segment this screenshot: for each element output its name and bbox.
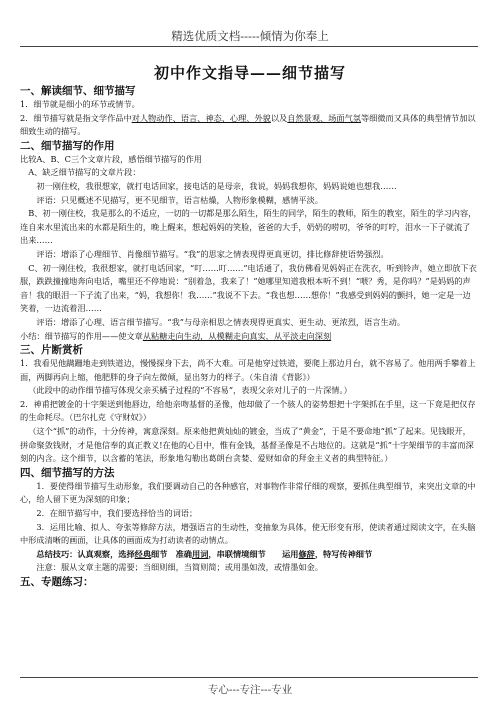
- footer-divider: [20, 677, 478, 678]
- page-footer: 专心---专注---专业: [207, 684, 293, 696]
- s4-tip: 总结技巧：认真观察，选择经典细节 准确用词，串联情境细节 运用修辞，特写传神细节: [36, 548, 373, 559]
- s2-c-comment: 评语：增添了心理、语言细节描写。“我”与母亲相思之情表现得更真实、更生动、更浓烈，语言生动。: [36, 316, 406, 327]
- section-1-heading: 一、解读细节、细节描写: [20, 85, 136, 97]
- section-4-heading: 四、细节描写的方法: [20, 466, 115, 479]
- s2-b-text: B、初一刚住校，我是那么的不适应，一切的一切都是那么陌生，陌生的同学，陌生的教师，陌生的教室，陌生的学习内容，连自来水里流出来的水都是陌生的，晚上醒来，想起妈妈的笑脸，爸爸的大手，奶奶的唠叨，爷爷的叮咛，泪水一下子就流了出来……: [20, 208, 477, 246]
- section-5-heading: 五、专题练习：: [20, 576, 94, 588]
- s4-method-3: 3．运用比喻、拟人、夸张等修辞方法，增强语言的生动性，变抽象为具体，使无形变有形，使读者通过阅读文字，在头脑中形成清晰的画面，让具体的画面成为打动读者的动情点。: [20, 521, 476, 546]
- s1-line-2: 2．细节描写就是指文学作品中对人物动作、语言、神态、心理、外貌以及自然景观、场面气氛等细微而又具体的典型情节加以细致生动的描写。: [20, 112, 476, 137]
- s4-method-1: 1．要使得细节描写生动形象，我们要调动自己的各种感官，对事物作非常仔细的观察，要抓住典型细节，来突出文章的中心，给人留下更为深刻的印象；: [20, 480, 476, 505]
- page-header: 精选优质文档-----倾情为你奉上: [171, 29, 329, 43]
- s3-passage-1: 1．我看见他蹒跚地走到铁道边，慢慢探身下去，尚不大难。可是他穿过铁道，要爬上那边月台，就不容易了。他用两手攀着上面，两脚再向上缩，他肥胖的身子向左微倾，显出努力的样子。（朱自清《背影》）: [20, 358, 476, 382]
- s1-line-1: 1．细节就是细小的环节或情节。: [20, 99, 140, 109]
- section-2-heading: 二、细节描写的作用: [20, 139, 115, 152]
- s2-a-text: 初一刚住校，我很想家，就打电话回家，接电话的是母亲，我说，妈妈我想你，妈妈说她也想我……: [36, 180, 397, 191]
- s4-method-2: 2．在细节描写中，我们要选择恰当的词语；: [36, 508, 198, 519]
- section-3-heading: 三、片断赏析: [20, 344, 83, 357]
- s2-b-comment: 评语：增添了心理细节、肖像细节描写。“我”的思家之情表现得更真更切，排比修辞使语势强烈。: [36, 248, 389, 259]
- s3-passage-1-note: （此段中的动作细节描写体现父亲买橘子过程的“不容易”，表现父亲对儿子的一片深情。）: [28, 385, 352, 396]
- page-title: 初中作文指导——细节描写: [153, 64, 346, 82]
- s2-intro: 比较A、B、C三个文章片段，感悟细节描写的作用: [20, 153, 202, 164]
- s2-a-comment: 评语：只见概述不见描写，更不见细节，语言枯燥，人物形象模糊，感情平淡。: [36, 194, 323, 205]
- s2-c-text: C、初一刚住校，我很想家，就打电话回家，“叮……叮……”电话通了，我仿佛看见妈妈正在洗衣，听到铃声，她立即放下衣服，跌跌撞撞地奔向电话，嘴里还不停地说：“别着急，我来了！”她哪里知道我根本听不到！“喂？秀，是你吗？”是妈妈的声音！我的眼泪一下子流了出来，“妈，我想你！我……”我说不下去。“我也想……想你！”我感受到妈妈的颤抖，她一定是一边笑着，一边流着泪……: [20, 262, 477, 314]
- header-divider: [20, 46, 478, 47]
- s3-passage-2-note: （这个“抓”的动作，十分传神，寓意深刻。原来他把黄灿灿的镀金，当成了“黄金”，于是不要命地“抓”了起来。见钱眼开，拼命聚敛钱财，才是他信奉的真正教义!在他的心目中，惟有金钱，基督圣像是不占地位的。这就是“抓”十字架细节的丰富而深刻的内含。这个细节，以含蓄的笔法，形象地勾勒出葛朗台贪婪、爱财如命的拜金主义者的典型特征。）: [20, 426, 474, 464]
- document-body: [20, 84, 478, 589]
- s2-summary: 小结：细节描写的作用——使文章从粘糖走向生动，从模糊走向真实，从平淡走向深刻: [20, 330, 332, 341]
- s2-a-label: A、缺乏细节描写的文章片段：: [28, 167, 141, 178]
- s3-passage-2: 2．神甫把镀金的十字架送到他唇边，给他亲吻基督的圣像，他却做了一个骇人的姿势想把十字架抓在手里，这一下竟是把仅存的生命耗尽。（巴尔扎克《守财奴》）: [20, 398, 476, 423]
- s4-note: 注意：服从文章主题的需要；当细则细，当简则简；或用墨如泼，或惜墨如金。: [36, 562, 323, 573]
